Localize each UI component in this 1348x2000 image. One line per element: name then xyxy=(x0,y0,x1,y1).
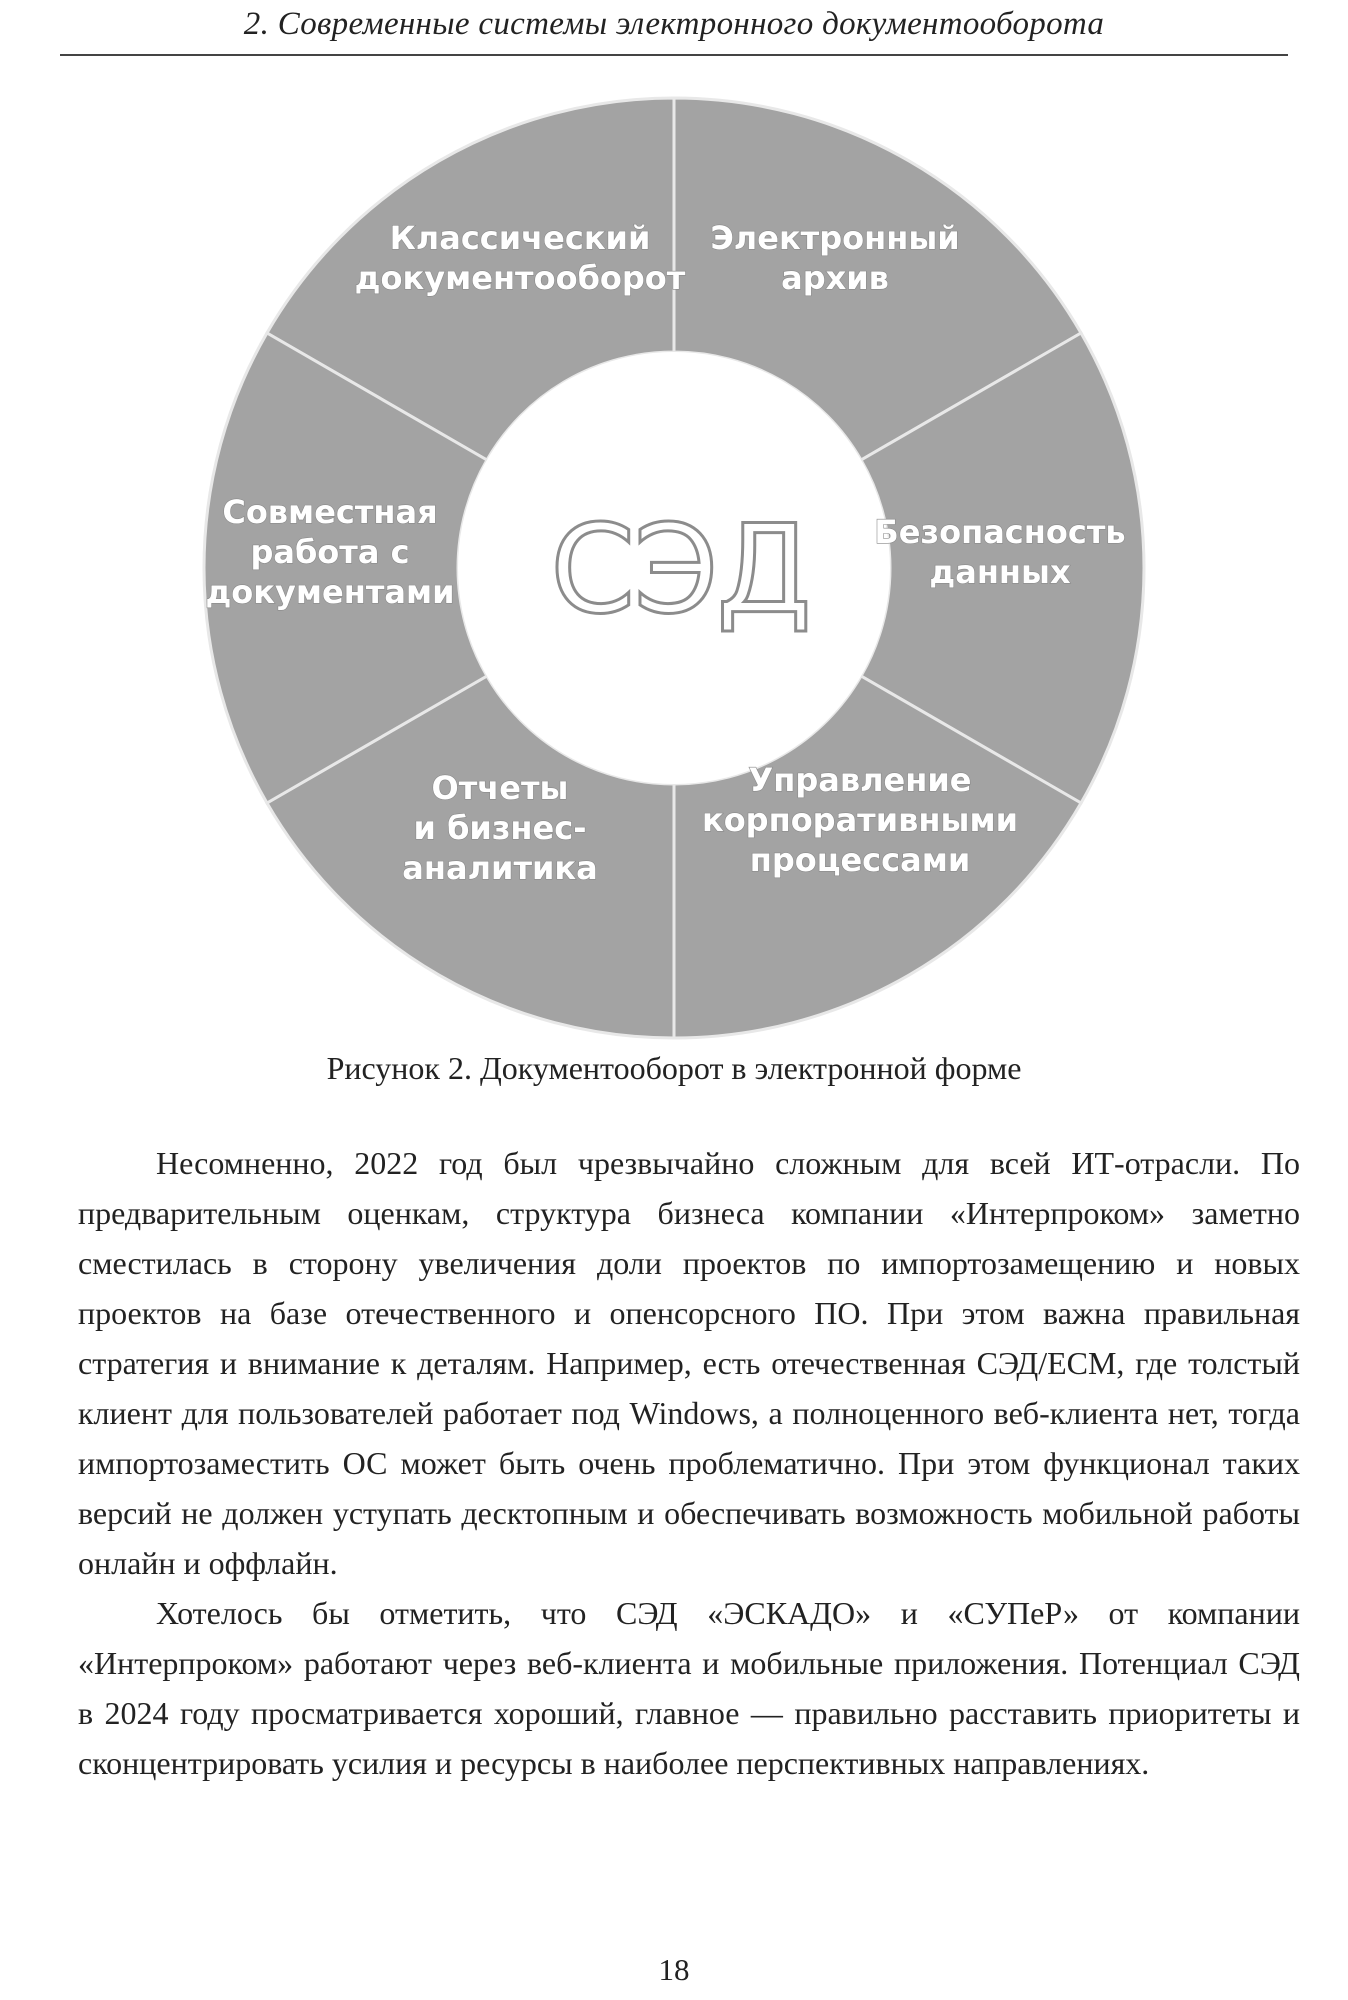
segment-label-line: Электронный xyxy=(710,219,960,257)
body-text xyxy=(78,1138,1300,1788)
paragraph-2: Хотелось бы отметить, что СЭД «ЭСКАДО» и «СУПеР» от компании «Интерпроком» работают через веб-клиента и мобильные приложения. Потенциал СЭД в 2024 году просматривается хороший, главное — правильно расставить приоритеты и сконцентрировать усилия и ресурсы в наиболее перспективных направлениях. xyxy=(78,1595,1300,1781)
segment-label-line: документами xyxy=(205,573,455,611)
running-header: 2. Современные системы электронного документооборота xyxy=(243,6,1105,42)
figure-caption: Рисунок 2. Документооборот в электронной форме xyxy=(326,1050,1022,1086)
segment-label-line: Отчеты xyxy=(431,769,569,807)
segment-label-line: работа с xyxy=(250,533,410,571)
segment-label-line: процессами xyxy=(749,841,971,879)
paragraph-1: Несомненно, 2022 год был чрезвычайно сложным для всей ИТ-отрасли. По предварительным оценкам, структура бизнеса компании «Интерпроком» заметно сместилась в сторону увеличения доли проектов по импортозамещению и новых проектов на базе отечественного и опенсорсного ПО. При этом важна правильная стратегия и внимание к деталям. Например, есть отечественная СЭД/ЕСМ, где толстый клиент для пользователей работает под Windows, а полноценного веб-клиента нет, тогда импортозаместить ОС может быть очень проблематично. При этом функционал таких версий не должен уступать десктопным и обеспечивать возможность мобильной работы онлайн и оффлайн. xyxy=(78,1145,1300,1581)
segment-label-line: архив xyxy=(781,259,889,297)
segment-label-line: и бизнес- xyxy=(413,809,587,847)
page-number: 18 xyxy=(658,1952,690,1987)
segment-label-line: корпоративными xyxy=(701,801,1019,839)
center-label: СЭД xyxy=(550,499,810,641)
segment-label-line: Безопасность xyxy=(874,513,1126,551)
segment-label-line: Управление xyxy=(748,761,972,799)
segment-label-line: данных xyxy=(929,553,1071,591)
segment-label-line: Классический xyxy=(389,219,651,257)
segment-label-line: аналитика xyxy=(402,849,598,887)
segment-label-reports-analytics xyxy=(402,769,597,887)
segment-label-line: Совместная xyxy=(222,493,438,531)
segment-label-line: документооборот xyxy=(354,259,686,297)
